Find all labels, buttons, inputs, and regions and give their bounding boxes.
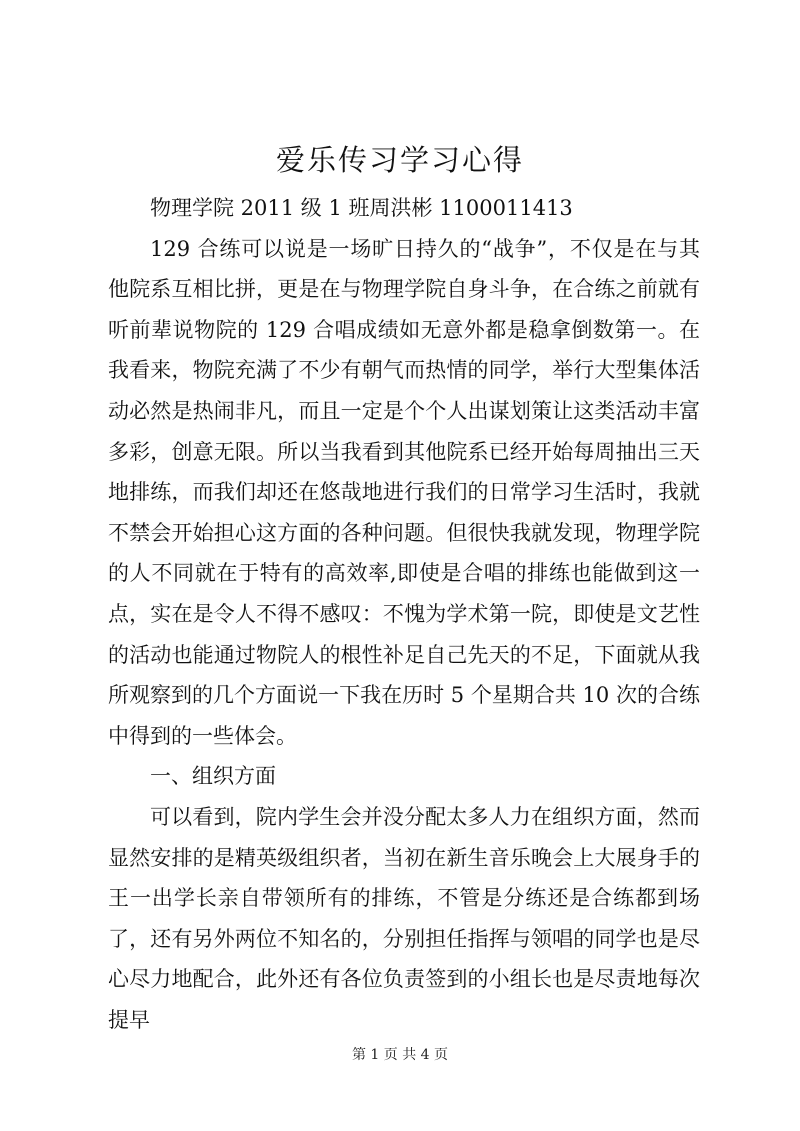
page-footer: 第 1 页 共 4 页: [351, 1047, 449, 1063]
paragraph-intro: 129 合练可以说是一场旷日持久的“战争”，不仅是在与其他院系互相比拼，更是在与物理学院自身斗争，在合练之前就有听前辈说物院的 129 合唱成绩如无意外都是稳拿倒数第一。在我看来，物院充满了不少有朝气而热情的同学，举行大型集体活动必然是热闹非凡，而且一定是个个人出谋划策让这类活动丰富多彩，创意无限。所以当我看到其他院系已经开始每周抽出三天地排练，而我们却还在悠哉地进行我们的日常学习生活时，我就不禁会开始担心这方面的各种问题。但很快我就发现，物理学院的人不同就在于特有的高效率,即使是合唱的排练也能做到这一点，实在是令人不得不感叹：不愧为学术第一院，即使是文艺性的活动也能通过物院人的根性补足自己先天的不足，下面就从我所观察到的几个方面说一下我在历时 5 个星期合共 10 次的合练中得到的一些体会。: [108, 236, 700, 748]
section-heading: 一、组织方面: [150, 764, 276, 789]
document-title: 爱乐传习学习心得: [275, 143, 524, 177]
paragraph-organization: 可以看到，院内学生会并没分配太多人力在组织方面，然而显然安排的是精英级组织者，当初在新生音乐晚会上大展身手的王一出学长亲自带领所有的排练，不管是分练还是合练都到场了，还有另外两位不知名的，分别担任指挥与领唱的同学也是尽心尽力地配合，此外还有各位负责签到的小组长也是尽责地每次提早: [108, 804, 700, 1032]
author-line: 物理学院 2011 级 1 班周洪彬 1100011413: [150, 196, 573, 220]
document-body: [108, 188, 700, 1040]
